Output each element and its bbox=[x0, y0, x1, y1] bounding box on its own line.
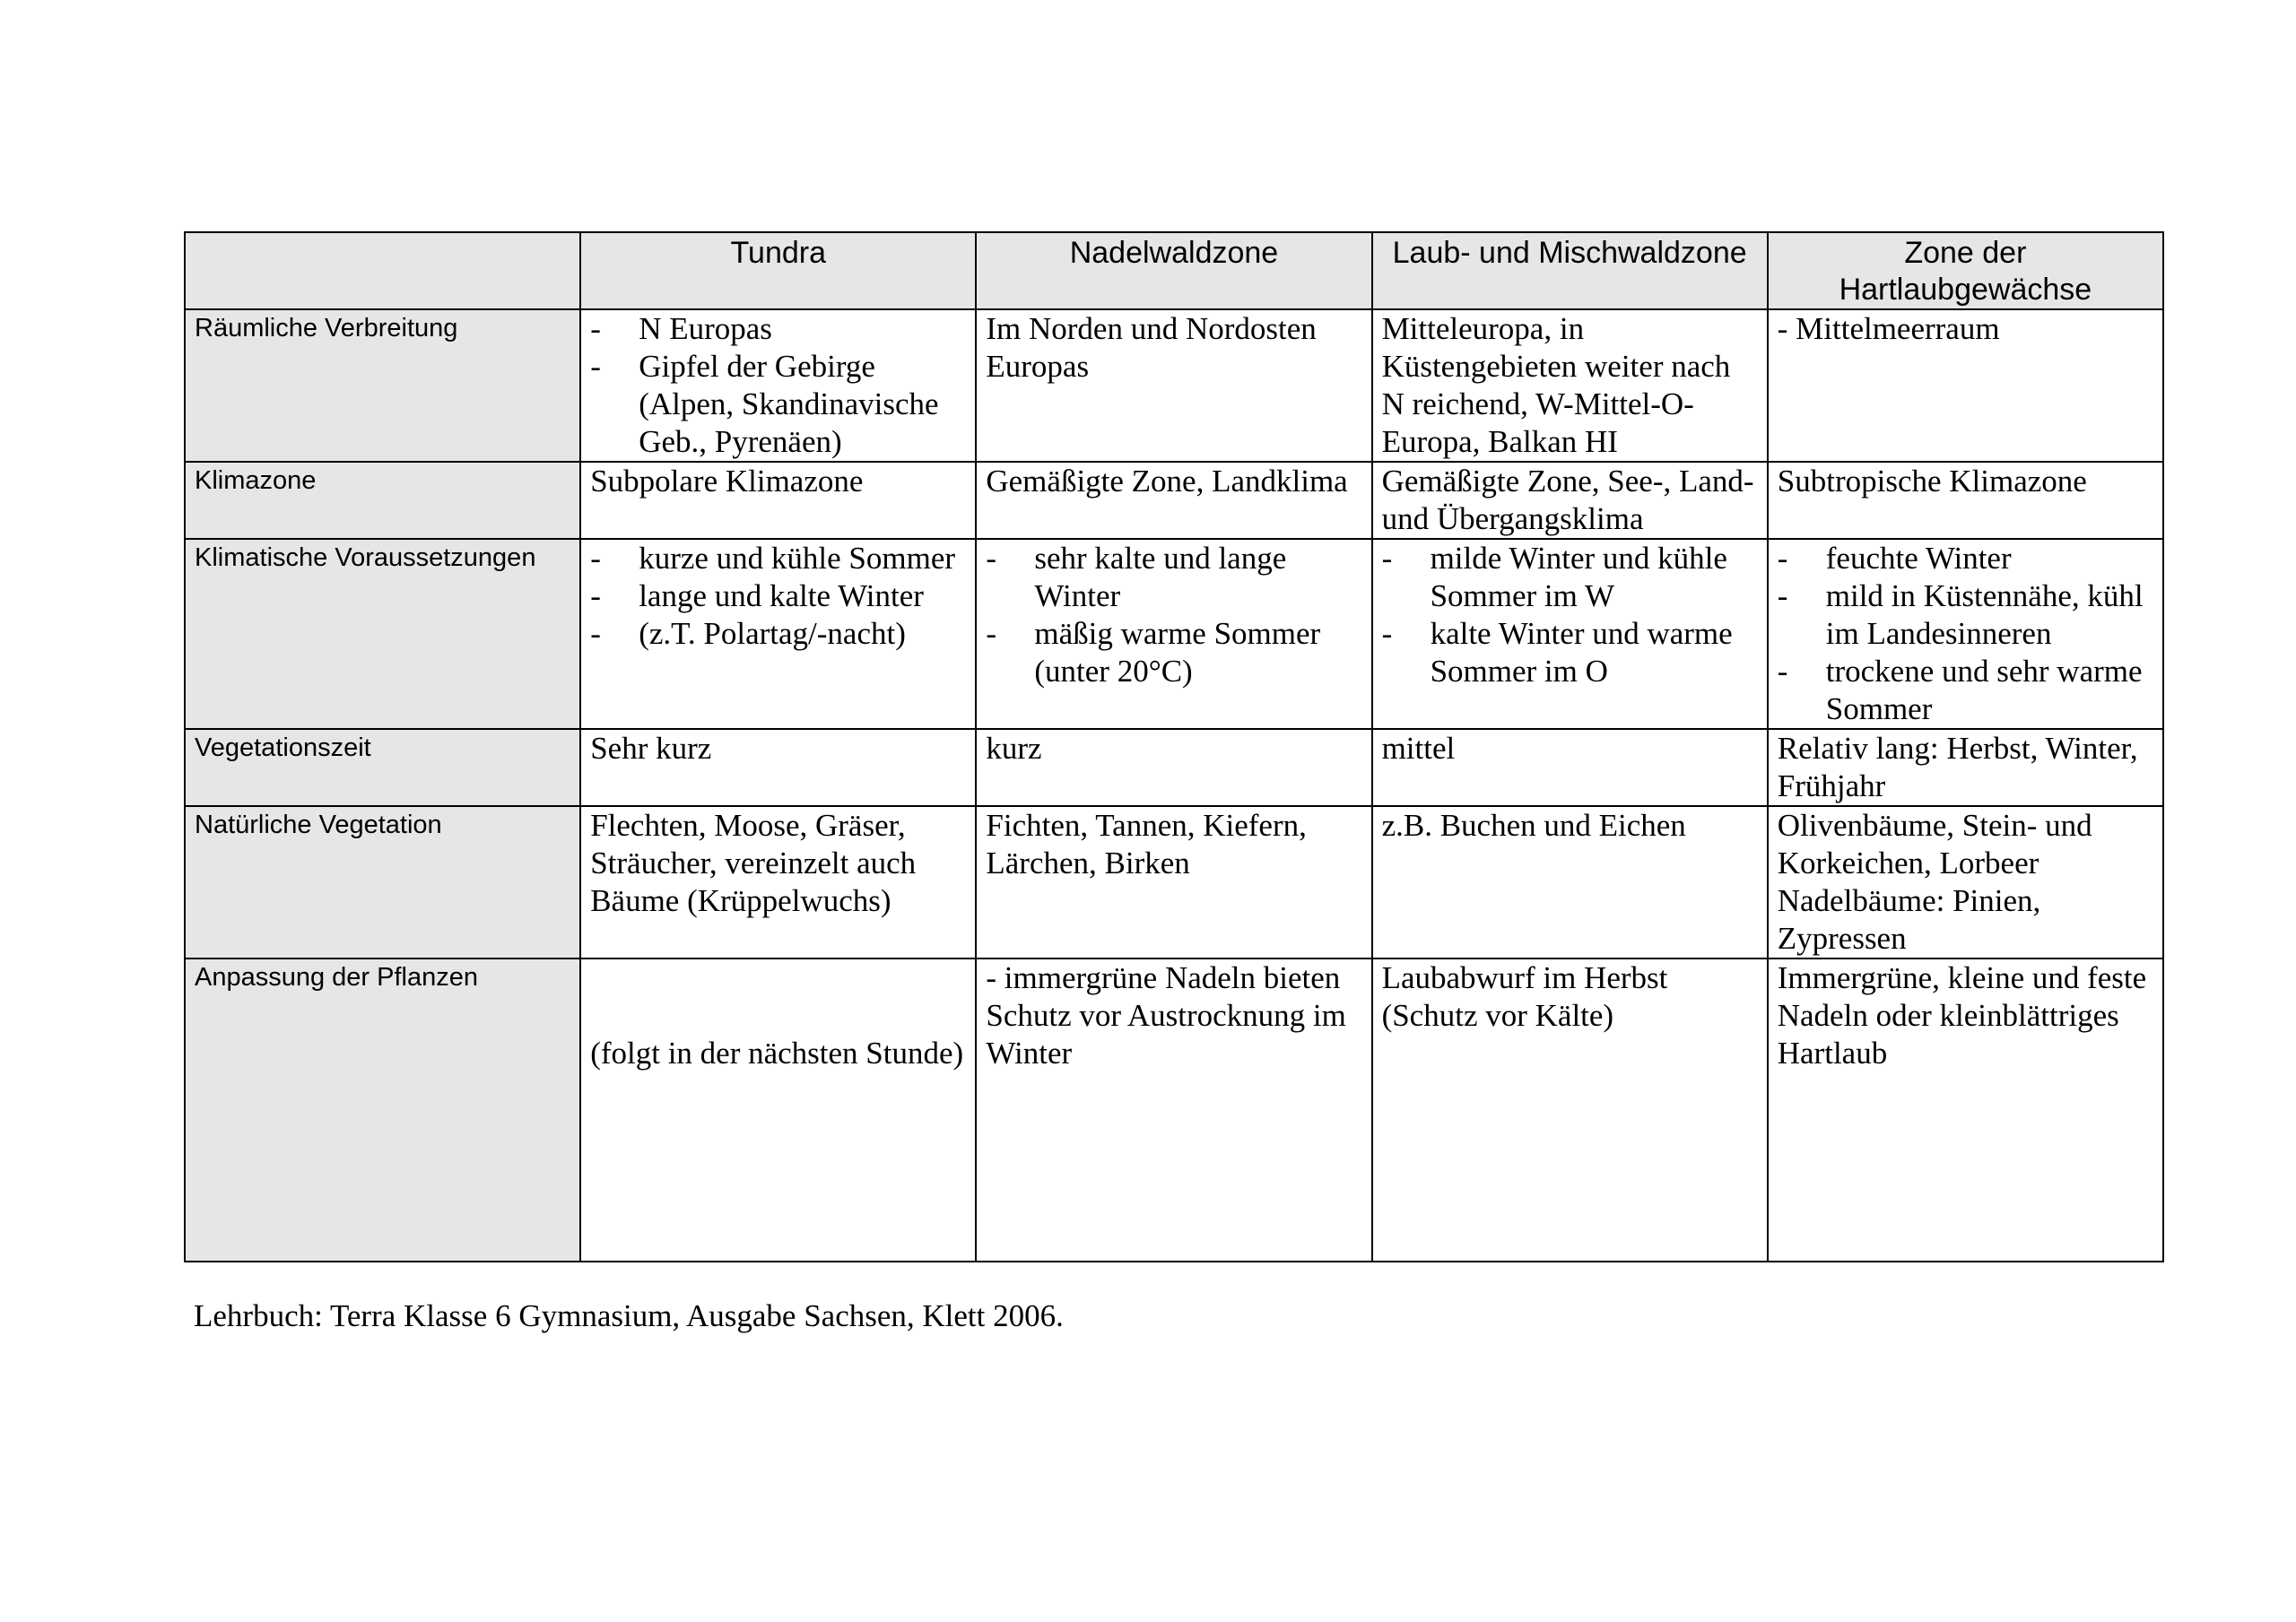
table-cell bbox=[1372, 462, 1768, 539]
row-label: Natürliche Vegetation bbox=[185, 806, 580, 958]
list-item-text: trockene und sehr warme Sommer bbox=[1825, 654, 2143, 726]
dash-bullet: - bbox=[1381, 616, 1393, 651]
corner-cell bbox=[185, 232, 580, 309]
cell-text: Olivenbäume, Stein- und Korkeichen, Lorbeer Nadelbäume: Pinien, Zypressen bbox=[1777, 808, 2092, 956]
cell-text: Relativ lang: Herbst, Winter, Frühjahr bbox=[1777, 731, 2138, 803]
table-cell bbox=[1372, 309, 1768, 462]
table-row bbox=[185, 539, 2163, 729]
list-item bbox=[986, 540, 1361, 615]
table-header-row bbox=[185, 232, 2163, 309]
row-label: Anpassung der Pflanzen bbox=[185, 958, 580, 1262]
list-item bbox=[1382, 615, 1758, 690]
table-cell bbox=[580, 539, 976, 729]
cell-text: - immergrüne Nadeln bieten Schutz vor Austrocknung im Winter bbox=[986, 960, 1346, 1071]
cell-text: Subtropische Klimazone bbox=[1777, 464, 2087, 499]
list-item bbox=[986, 615, 1361, 690]
cell-text: Mitteleuropa, in Küstengebieten weiter nach N reichend, W-Mittel-O-Europa, Balkan HI bbox=[1381, 311, 1731, 459]
cell-text: z.B. Buchen und Eichen bbox=[1381, 808, 1686, 843]
table-cell bbox=[1372, 729, 1768, 806]
table-cell bbox=[1372, 806, 1768, 958]
row-label: Vegetationszeit bbox=[185, 729, 580, 806]
list-item bbox=[1778, 540, 2153, 577]
table-cell bbox=[1768, 539, 2163, 729]
vegetation-zones-table bbox=[184, 231, 2164, 1262]
column-header-hartlaubgewaechse: Zone der Hartlaubgewächse bbox=[1768, 232, 2163, 309]
cell-text: Subpolare Klimazone bbox=[590, 464, 864, 499]
list-item-text: N Europas bbox=[639, 311, 772, 346]
table-cell bbox=[976, 309, 1371, 462]
table-cell bbox=[976, 958, 1371, 1262]
row-label: Klimatische Voraussetzungen bbox=[185, 539, 580, 729]
table-cell bbox=[1768, 958, 2163, 1262]
list-item bbox=[590, 577, 966, 615]
list-item bbox=[590, 540, 966, 577]
table-row bbox=[185, 806, 2163, 958]
dash-bullet: - bbox=[590, 616, 601, 651]
table-cell bbox=[1768, 309, 2163, 462]
table-cell bbox=[580, 958, 976, 1262]
dash-bullet: - bbox=[986, 541, 997, 576]
column-header-nadelwaldzone: Nadelwaldzone bbox=[976, 232, 1371, 309]
list-item-text: sehr kalte und lange Winter bbox=[1034, 541, 1287, 613]
list-item bbox=[1778, 653, 2153, 728]
list-item bbox=[590, 310, 966, 348]
table-cell bbox=[580, 729, 976, 806]
dash-bullet: - bbox=[1777, 541, 1788, 576]
table-cell bbox=[1768, 462, 2163, 539]
cell-text: Immergrüne, kleine und feste Nadeln oder kleinblättriges Hartlaub bbox=[1777, 960, 2147, 1071]
table-cell bbox=[976, 462, 1371, 539]
table-cell bbox=[1768, 729, 2163, 806]
cell-text: Sehr kurz bbox=[590, 731, 712, 766]
table-cell bbox=[1768, 806, 2163, 958]
dash-bullet: - bbox=[1381, 541, 1393, 576]
table-cell bbox=[1372, 539, 1768, 729]
dash-bullet: - bbox=[590, 578, 601, 613]
dash-bullet: - bbox=[986, 616, 997, 651]
source-citation: Lehrbuch: Terra Klasse 6 Gymnasium, Ausgabe Sachsen, Klett 2006. bbox=[194, 1298, 1064, 1333]
table-cell bbox=[580, 309, 976, 462]
cell-text: (folgt in der nächsten Stunde) bbox=[590, 1036, 964, 1071]
list-item bbox=[590, 615, 966, 653]
list-item-text: milde Winter und kühle Sommer im W bbox=[1430, 541, 1727, 613]
list-item-text: feuchte Winter bbox=[1825, 541, 2012, 576]
table-row bbox=[185, 462, 2163, 539]
table-cell bbox=[976, 539, 1371, 729]
row-label: Klimazone bbox=[185, 462, 580, 539]
table-cell bbox=[976, 729, 1371, 806]
dash-bullet: - bbox=[590, 311, 601, 346]
cell-text: Laubabwurf im Herbst (Schutz vor Kälte) bbox=[1381, 960, 1668, 1033]
table-cell bbox=[1372, 958, 1768, 1262]
dash-bullet: - bbox=[590, 541, 601, 576]
table-cell bbox=[976, 806, 1371, 958]
column-header-tundra: Tundra bbox=[580, 232, 976, 309]
list-item-text: kalte Winter und warme Sommer im O bbox=[1430, 616, 1733, 689]
table-row bbox=[185, 309, 2163, 462]
table-cell bbox=[580, 462, 976, 539]
cell-text: - Mittelmeerraum bbox=[1777, 311, 2000, 346]
list-item-text: mild in Küstennähe, kühl im Landesinneren bbox=[1825, 578, 2144, 651]
row-label: Räumliche Verbreitung bbox=[185, 309, 580, 462]
cell-text: Im Norden und Nordosten Europas bbox=[986, 311, 1317, 384]
list-item-text: kurze und kühle Sommer bbox=[639, 541, 956, 576]
table-row bbox=[185, 958, 2163, 1262]
list-item bbox=[1778, 577, 2153, 653]
list-item-text: lange und kalte Winter bbox=[639, 578, 924, 613]
table-row bbox=[185, 729, 2163, 806]
cell-text: Flechten, Moose, Gräser, Sträucher, vereinzelt auch Bäume (Krüppelwuchs) bbox=[590, 808, 917, 918]
list-item bbox=[1382, 540, 1758, 615]
cell-text: kurz bbox=[986, 731, 1042, 766]
dash-bullet: - bbox=[590, 349, 601, 384]
column-header-laub-mischwaldzone: Laub- und Mischwaldzone bbox=[1372, 232, 1768, 309]
list-item bbox=[590, 348, 966, 461]
dash-bullet: - bbox=[1777, 654, 1788, 689]
cell-text: mittel bbox=[1381, 731, 1456, 766]
table-cell bbox=[580, 806, 976, 958]
cell-spacer bbox=[590, 959, 966, 1035]
list-item-text: Gipfel der Gebirge (Alpen, Skandinavische Geb., Pyrenäen) bbox=[639, 349, 939, 459]
cell-text: Fichten, Tannen, Kiefern, Lärchen, Birken bbox=[986, 808, 1307, 880]
list-item-text: (z.T. Polartag/-nacht) bbox=[639, 616, 906, 651]
cell-text: Gemäßigte Zone, See-, Land- und Übergangsklima bbox=[1381, 464, 1754, 536]
list-item-text: mäßig warme Sommer (unter 20°C) bbox=[1034, 616, 1321, 689]
cell-text: Gemäßigte Zone, Landklima bbox=[986, 464, 1348, 499]
dash-bullet: - bbox=[1777, 578, 1788, 613]
